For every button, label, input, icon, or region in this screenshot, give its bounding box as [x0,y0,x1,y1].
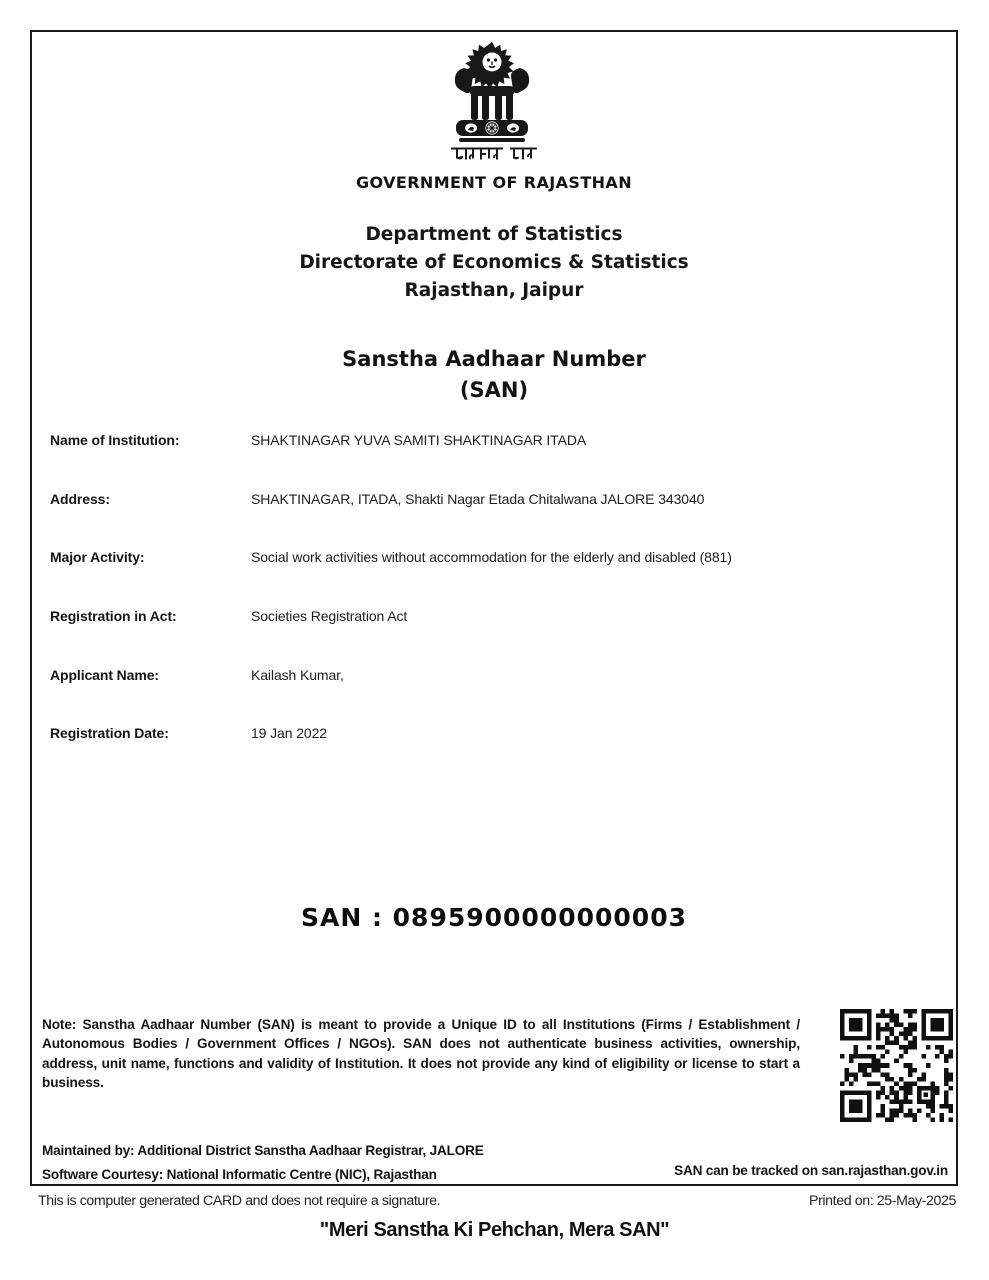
maintained-by-line: Maintained by: Additional District Sanstha Aadhaar Registrar, JALORE [42,1143,484,1158]
field-row-institution [50,432,942,452]
major-activity-value: Social work activities without accommodation for the elderly and disabled (881) [251,549,732,565]
field-row-major-activity [50,549,942,569]
registration-act-value: Societies Registration Act [251,608,408,624]
san-card [30,30,958,1186]
ashoka-lion-capital-icon [444,40,540,144]
applicant-name-value: Kailash Kumar, [251,667,344,683]
directorate-line: Directorate of Economics & Statistics [299,252,689,273]
national-emblem [444,40,544,162]
satyameva-jayate-motto [450,146,538,162]
field-row-registration-date [50,725,942,745]
printed-on-date: Printed on: 25-May-2025 [809,1193,956,1209]
field-row-address [50,491,942,511]
registration-date-label: Registration Date: [50,725,169,741]
card-title-line1: Sanstha Aadhaar Number [342,347,646,371]
department-line: Department of Statistics [365,224,623,245]
address-label: Address: [50,491,110,507]
tracking-line: SAN can be tracked on san.rajasthan.gov.in [674,1163,948,1178]
computer-generated-note: This is computer generated CARD and does not require a signature. [38,1193,441,1209]
institution-value: SHAKTINAGAR YUVA SAMITI SHAKTINAGAR ITADA [251,432,587,448]
field-row-applicant-name [50,667,942,687]
san-number: SAN : 0895900000000003 [300,903,687,932]
registration-date-value: 19 Jan 2022 [251,725,327,741]
san-qr-code [840,1009,953,1122]
location-line: Rajasthan, Jaipur [404,280,584,301]
field-row-registration-act [50,608,942,628]
card-title [32,344,956,406]
card-title-line2: (SAN) [459,378,529,402]
government-heading: GOVERNMENT OF RAJASTHAN [356,173,632,192]
note-text: Note: Sanstha Aadhaar Number (SAN) is meant to provide a Unique ID to all Institutions (Firms / Establishment / Autonomous Bodies / Government Offices / NGOs). SAN does not authenticate business activities, ownership, address, unit name, functions and validity of Institution. It does not provide any kind of eligibility or license to start a business. [42,1017,800,1091]
tagline: "Meri Sanstha Ki Pehchan, Mera SAN" [319,1219,670,1241]
software-courtesy-line: Software Courtesy: National Informatic Centre (NIC), Rajasthan [42,1167,437,1182]
major-activity-label: Major Activity: [50,549,145,565]
maintained-block [42,1139,484,1187]
department-heading [32,221,956,305]
qr-code-icon [840,1009,953,1122]
address-value: SHAKTINAGAR, ITADA, Shakti Nagar Etada Chitalwana JALORE 343040 [251,491,705,507]
institution-label: Name of Institution: [50,432,180,448]
applicant-name-label: Applicant Name: [50,667,159,683]
registration-act-label: Registration in Act: [50,608,177,624]
